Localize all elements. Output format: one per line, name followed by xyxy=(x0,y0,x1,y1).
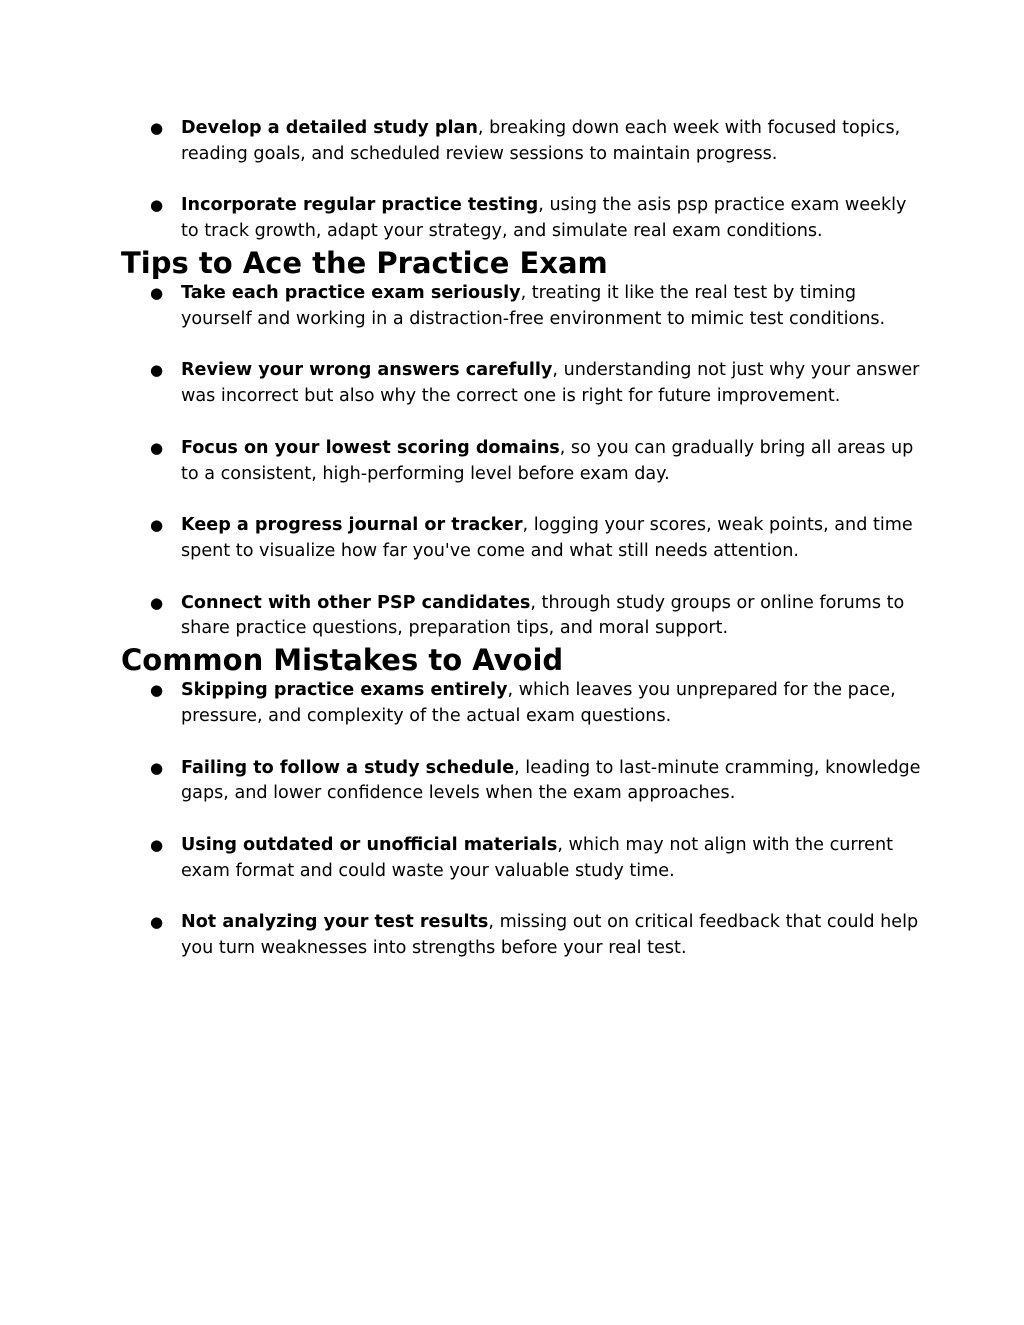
item-text: , using the asis psp practice exam weekly to track growth, adapt your strategy, and simulate real exam conditions. xyxy=(181,195,907,242)
item-lead: Not analyzing your test results xyxy=(181,912,489,933)
item-lead: Using outdated or unofficial materials xyxy=(181,834,558,855)
list-item xyxy=(121,116,921,168)
item-text: , understanding not just why your answer was incorrect but also why the correct one is right for future improvement. xyxy=(181,360,920,407)
list-item xyxy=(121,591,921,643)
list-item xyxy=(121,358,921,410)
item-lead: Connect with other PSP candidates xyxy=(181,592,531,613)
item-lead: Develop a detailed study plan xyxy=(181,118,478,138)
item-text: , leading to last-minute cramming, knowledge gaps, and lower confidence levels when the exam approaches. xyxy=(181,757,921,804)
document-content xyxy=(121,116,921,962)
item-text: , so you can gradually bring all areas up to a consistent, high-performing level before exam day. xyxy=(181,437,914,484)
list-item xyxy=(121,910,921,962)
list-item xyxy=(121,281,921,333)
bullet-icon: ● xyxy=(150,516,164,535)
item-text: , which leaves you unprepared for the pace, pressure, and complexity of the actual exam questions. xyxy=(181,680,896,726)
item-text: , treating it like the real test by timing yourself and working in a distraction-free environment to mimic test conditions. xyxy=(181,282,886,329)
item-lead: Review your wrong answers carefully xyxy=(181,360,553,381)
item-lead: Skipping practice exams entirely xyxy=(181,680,508,701)
list-item xyxy=(121,436,921,488)
bullet-icon: ● xyxy=(150,835,164,854)
item-text: , through study groups or online forums to share practice questions, preparation tips, and moral support. xyxy=(181,592,905,639)
item-lead: Take each practice exam seriously xyxy=(181,282,521,303)
list-item xyxy=(121,513,921,565)
tips-bullet-list xyxy=(121,281,921,642)
list-item xyxy=(121,193,921,245)
bullet-icon: ● xyxy=(150,758,164,777)
item-text: , missing out on critical feedback that could help you turn weaknesses into strengths before your real test. xyxy=(181,912,919,959)
bullet-icon: ● xyxy=(150,681,164,700)
bullet-icon: ● xyxy=(150,913,164,932)
item-lead: Incorporate regular practice testing xyxy=(181,195,539,216)
bullet-icon: ● xyxy=(150,119,164,137)
bullet-icon: ● xyxy=(150,361,164,380)
item-text: , logging your scores, weak points, and time spent to visualize how far you've come and what still needs attention. xyxy=(181,515,913,561)
bullet-icon: ● xyxy=(150,196,164,215)
item-lead: Keep a progress journal or tracker xyxy=(181,515,523,536)
bullet-icon: ● xyxy=(150,593,164,612)
section-heading-tips: Tips to Ace the Practice Exam xyxy=(121,245,608,280)
item-lead: Focus on your lowest scoring domains xyxy=(181,437,560,458)
item-lead: Failing to follow a study schedule xyxy=(181,757,515,778)
mistakes-bullet-list xyxy=(121,678,921,962)
bullet-icon: ● xyxy=(150,438,164,457)
bullet-icon: ● xyxy=(150,283,164,302)
item-text: , which may not align with the current exam format and could waste your valuable study time. xyxy=(181,834,894,881)
list-item xyxy=(121,756,921,808)
section-heading-mistakes: Common Mistakes to Avoid xyxy=(121,643,564,678)
list-item xyxy=(121,833,921,885)
list-item xyxy=(121,678,921,730)
intro-bullet-list xyxy=(121,116,921,245)
item-text: , breaking down each week with focused topics, reading goals, and scheduled review sessions to maintain progress. xyxy=(181,118,901,164)
